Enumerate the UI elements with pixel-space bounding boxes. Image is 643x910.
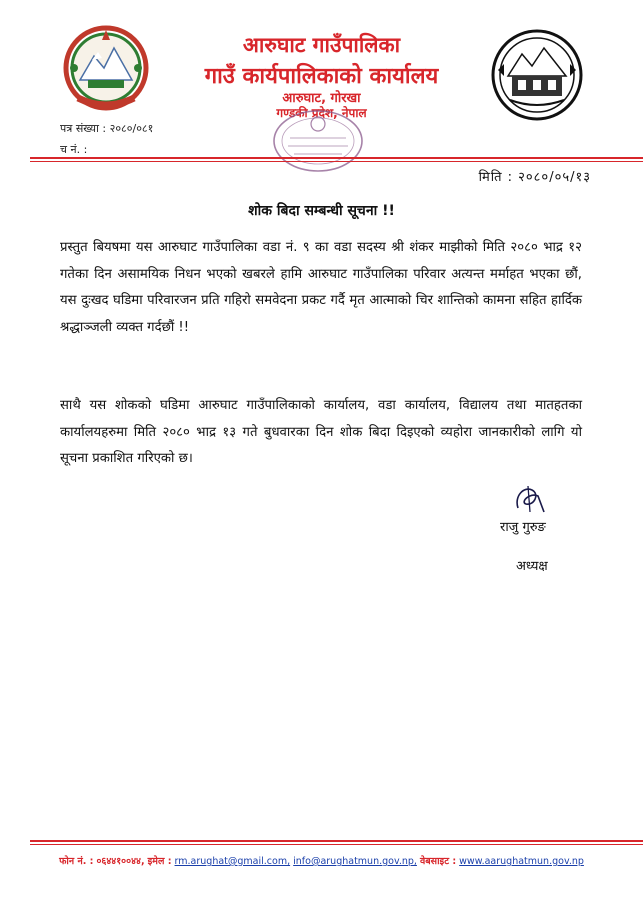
notice-subject: शोक बिदा सम्बन्धी सूचना !! — [248, 203, 395, 219]
signatory-designation: अध्यक्ष — [516, 559, 548, 574]
official-stamp — [270, 108, 366, 174]
footer-divider — [30, 840, 643, 842]
website-label: वेबसाइट : — [419, 856, 457, 867]
phone-label: फोन नं. : — [59, 856, 94, 867]
signatory-name: राजु गुरुङ — [500, 520, 546, 535]
footer-contact — [0, 854, 643, 867]
email-label: इमेल : — [147, 856, 172, 867]
notice-paragraph-1: प्रस्तुत बियषमा यस आरुघाट गाउँपालिका वडा नं. ९ का वडा सदस्य श्री शंकर माझीको मिति २०८० भाद्र १२ गतेका दिन असामयिक निधन भएको खबरले हामि आरुघाट गाउँपालिका परिवार अत्यन्त मर्माहत भएका छौं, यस दुःखद घडिमा परिवारजन प्रति गहिरो समवेदना प्रकट गर्दै मृत आत्माको चिर शान्तिको कामना सहित हार्दिक श्रद्धाञ्जली व्यक्त गर्दछौं !! — [60, 240, 582, 335]
email-link-2[interactable]: info@arughatmun.gov.np, — [293, 856, 417, 867]
website-link[interactable]: www.aarughatmun.gov.np — [459, 856, 584, 867]
footer-divider-thin — [30, 844, 643, 845]
header-divider — [30, 157, 643, 159]
address-line-2: गण्डकी प्रदेश, नेपाल — [276, 106, 367, 120]
notice-paragraph-2: साथै यस शोकको घडिमा आरुघाट गाउँपालिकाको कार्यालय, वडा कार्यालय, विद्यालय तथा मातहतका कार्यालयहरुमा मिति २०८० भाद्र १३ गते बुधवारका दिन शोक बिदा दिइएको व्यहोरा जानकारीको लागि यो सूचना प्रकाशित गरिएको छ। — [60, 398, 582, 466]
email-link-1[interactable]: rm.arughat@gmail.com, — [174, 856, 291, 867]
dispatch-number: च नं. : — [60, 143, 88, 156]
header-divider-thin — [30, 161, 643, 162]
address-line-1: आरुघाट, गोरखा — [282, 91, 361, 106]
handwritten-signature — [510, 482, 554, 516]
municipality-name: आरुघाट गाउँपालिका — [242, 33, 401, 57]
letter-date: मिति : २०८०/०५/१३ — [478, 170, 591, 185]
phone-number: ०६४४१००४४, — [96, 856, 145, 867]
reference-number: पत्र संख्या : २०८०/०८१ — [60, 122, 154, 135]
office-name: गाउँ कार्यपालिकाको कार्यालय — [204, 64, 439, 89]
